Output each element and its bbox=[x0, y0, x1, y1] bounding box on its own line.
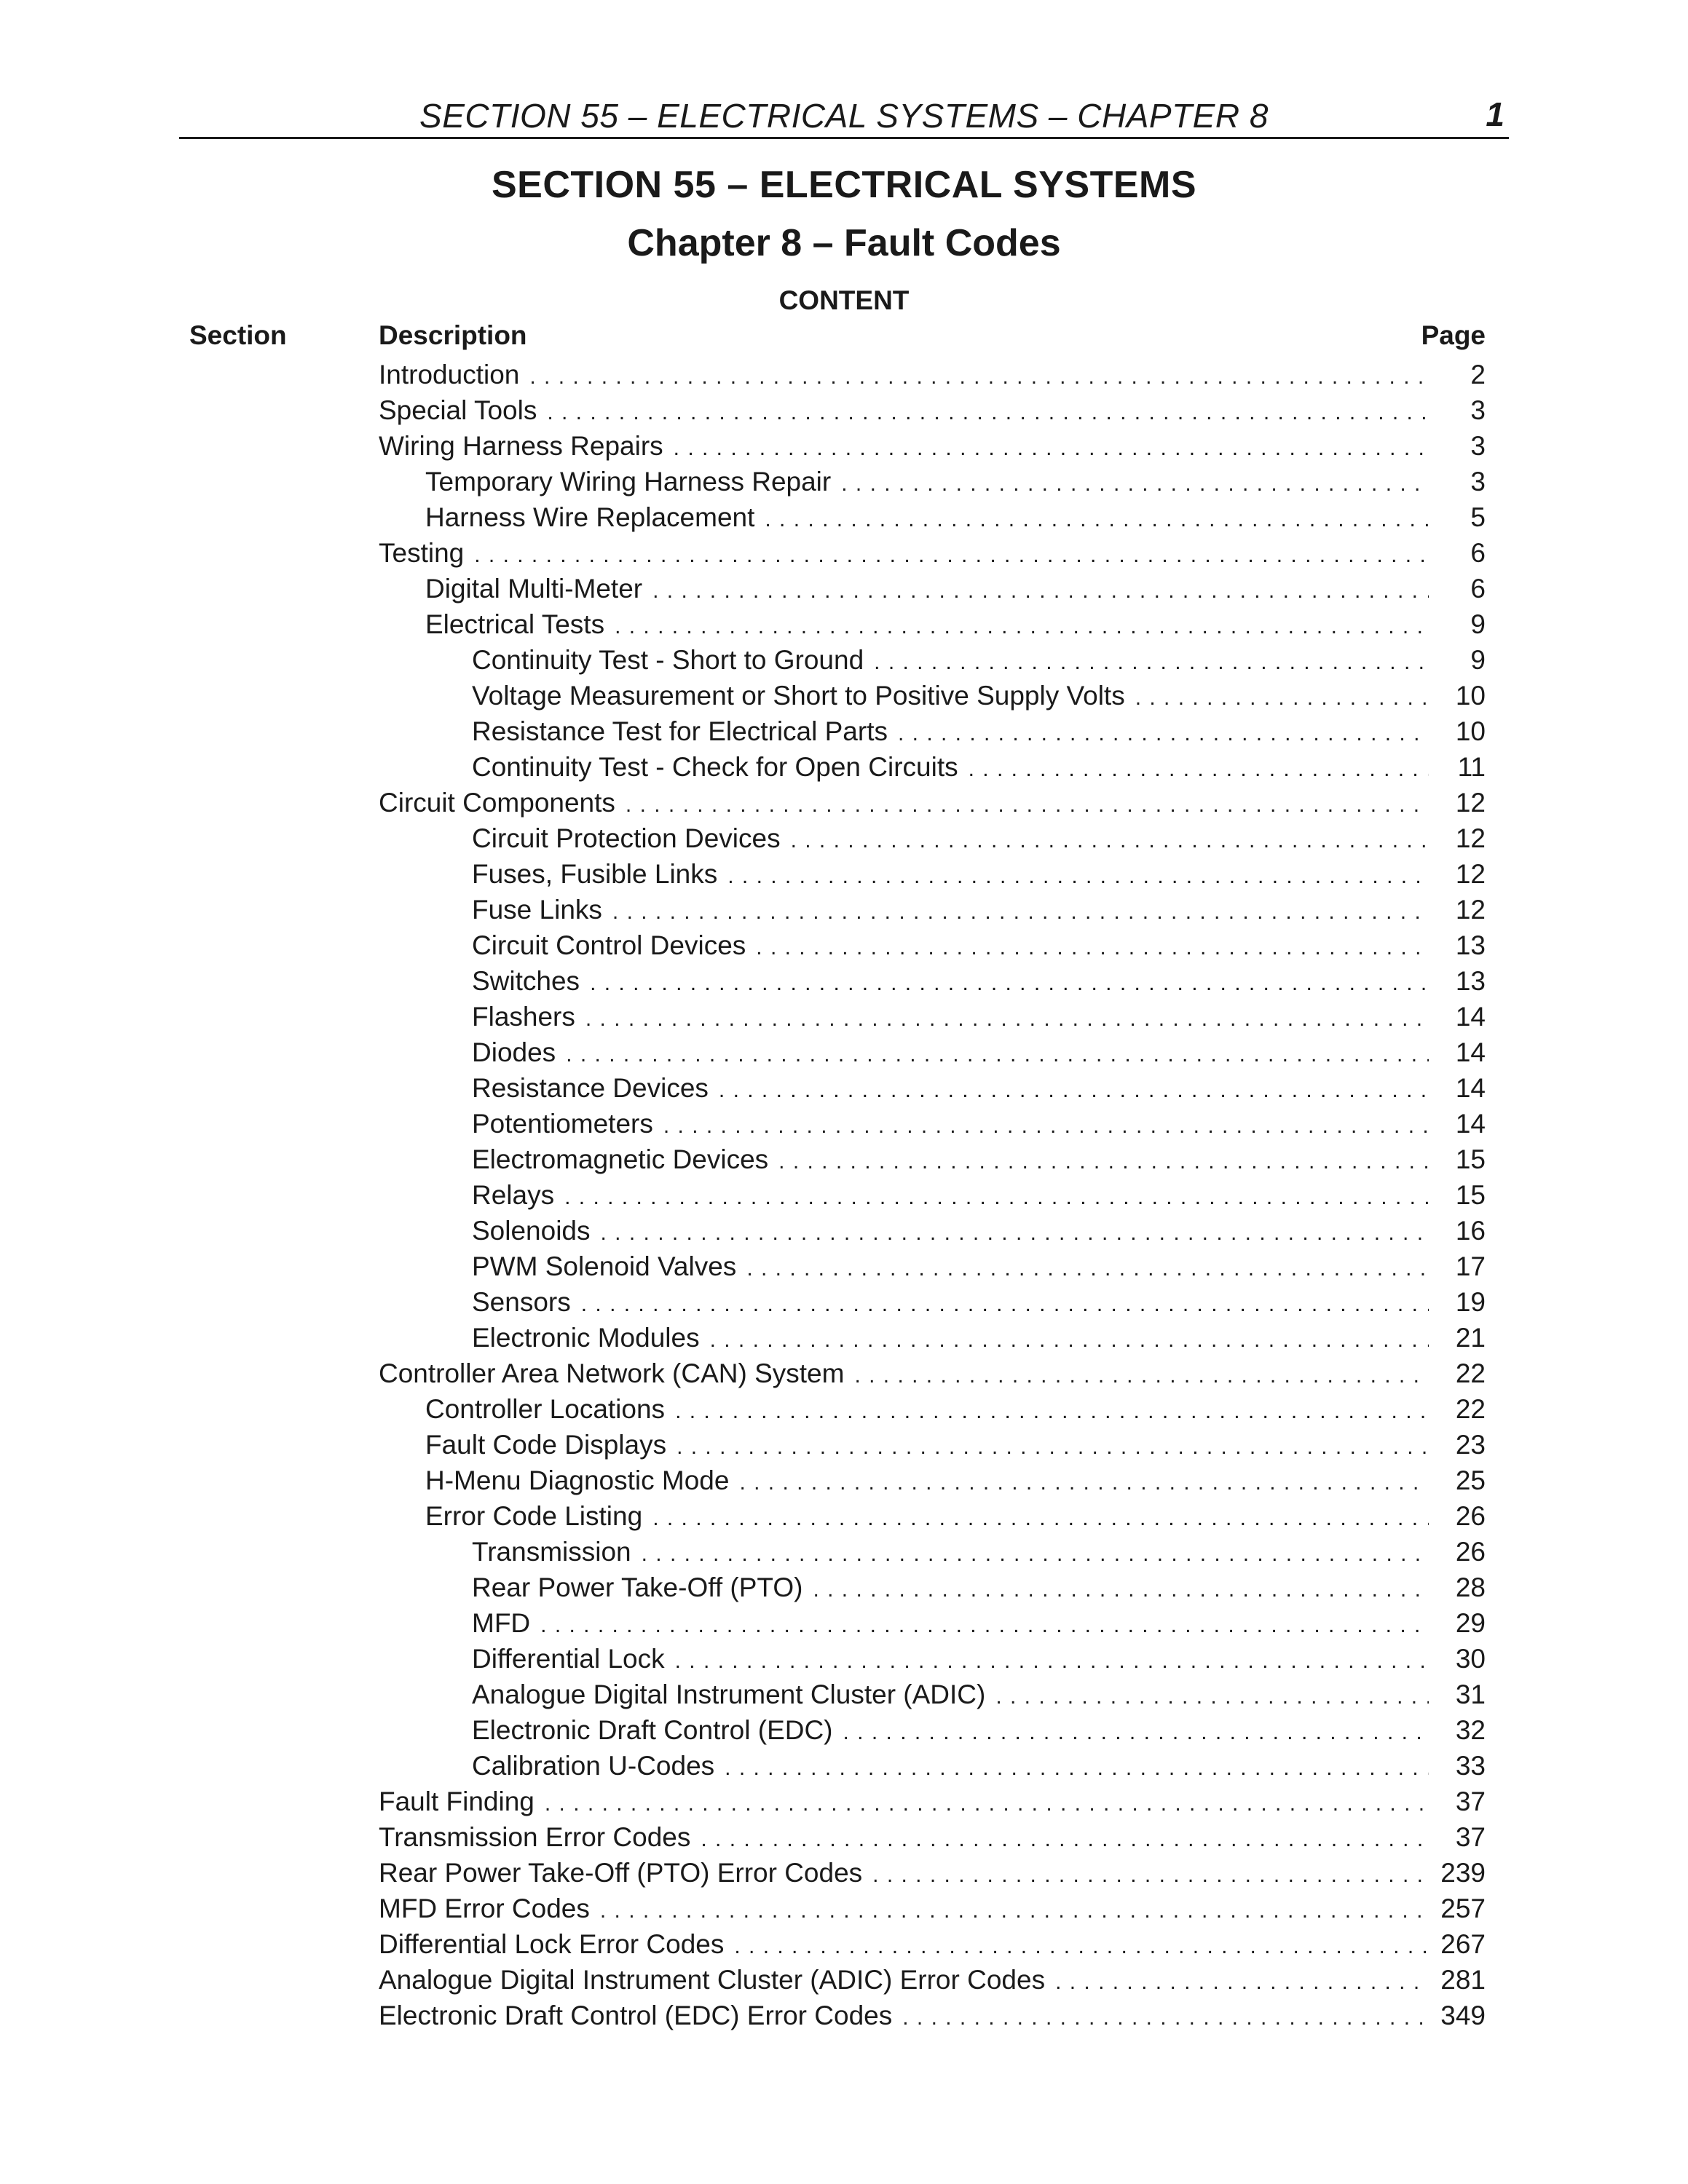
toc-entry-page: 29 bbox=[1455, 1608, 1486, 1638]
dot-leader bbox=[734, 1928, 1429, 1964]
dot-leader bbox=[581, 1286, 1429, 1322]
toc-entry-page: 9 bbox=[1470, 609, 1486, 639]
chapter-title: Chapter 8 – Fault Codes bbox=[627, 222, 1061, 264]
toc-entry[interactable] bbox=[379, 357, 1486, 392]
toc-entry[interactable] bbox=[379, 1926, 1486, 1962]
toc-entry-title: Circuit Components bbox=[379, 788, 615, 818]
toc-entry-title: Continuity Test - Check for Open Circuits bbox=[472, 752, 958, 782]
toc-entry-page: 3 bbox=[1470, 467, 1486, 496]
dot-leader bbox=[701, 1821, 1429, 1857]
dot-leader bbox=[675, 1393, 1429, 1429]
dot-leader bbox=[710, 1322, 1429, 1358]
toc-entry[interactable] bbox=[379, 999, 1486, 1034]
dot-leader bbox=[652, 1500, 1429, 1536]
toc-entry[interactable] bbox=[379, 820, 1486, 856]
toc-entry-page: 12 bbox=[1455, 823, 1486, 853]
toc-entry[interactable] bbox=[379, 1534, 1486, 1570]
toc-entry-title: Transmission bbox=[472, 1537, 631, 1567]
toc-entry[interactable] bbox=[379, 1213, 1486, 1249]
toc-entry[interactable] bbox=[379, 1641, 1486, 1677]
toc-entry-page: 22 bbox=[1455, 1394, 1486, 1424]
dot-leader bbox=[719, 1072, 1429, 1108]
toc-entry[interactable] bbox=[379, 1570, 1486, 1605]
toc-entry-page: 14 bbox=[1455, 1037, 1486, 1067]
running-header bbox=[179, 93, 1509, 139]
toc-entry[interactable] bbox=[379, 606, 1486, 642]
toc-entry-page: 257 bbox=[1440, 1894, 1486, 1923]
toc-entry[interactable] bbox=[379, 1498, 1486, 1534]
dot-leader bbox=[564, 1179, 1429, 1215]
toc-entry-page: 349 bbox=[1440, 2001, 1486, 2030]
dot-leader bbox=[600, 1893, 1429, 1928]
toc-entry-page: 15 bbox=[1455, 1144, 1486, 1174]
toc-entry-page: 9 bbox=[1470, 645, 1486, 675]
toc-entry[interactable] bbox=[379, 428, 1486, 464]
toc-entry[interactable] bbox=[379, 1177, 1486, 1213]
toc-entry-title: Electronic Modules bbox=[472, 1323, 700, 1353]
toc-entry-page: 3 bbox=[1470, 395, 1486, 425]
toc-entry-title: Sensors bbox=[472, 1287, 571, 1317]
toc-entry-page: 281 bbox=[1440, 1965, 1486, 1995]
table-of-contents bbox=[379, 357, 1486, 2033]
toc-entry-page: 14 bbox=[1455, 1109, 1486, 1139]
toc-entry-page: 22 bbox=[1455, 1358, 1486, 1388]
toc-entry-title: Differential Lock Error Codes bbox=[379, 1929, 725, 1959]
toc-entry[interactable] bbox=[379, 713, 1486, 749]
column-header-description: Description bbox=[379, 320, 527, 350]
toc-entry-title: Switches bbox=[472, 966, 580, 996]
dot-leader bbox=[677, 1429, 1429, 1465]
toc-entry-title: Fault Code Displays bbox=[425, 1430, 667, 1460]
toc-entry-title: Controller Area Network (CAN) System bbox=[379, 1358, 845, 1388]
dot-leader bbox=[995, 1679, 1429, 1714]
toc-entry[interactable] bbox=[379, 1962, 1486, 1998]
toc-entry-page: 37 bbox=[1455, 1787, 1486, 1816]
dot-leader bbox=[529, 359, 1429, 395]
toc-entry[interactable] bbox=[379, 785, 1486, 820]
toc-entry[interactable] bbox=[379, 1677, 1486, 1712]
toc-entry[interactable] bbox=[379, 1998, 1486, 2033]
toc-entry[interactable] bbox=[379, 642, 1486, 678]
toc-entry[interactable] bbox=[379, 749, 1486, 785]
toc-entry[interactable] bbox=[379, 1249, 1486, 1284]
dot-leader bbox=[843, 1714, 1429, 1750]
toc-entry[interactable] bbox=[379, 892, 1486, 927]
toc-entry-page: 6 bbox=[1470, 538, 1486, 568]
dot-leader bbox=[765, 502, 1429, 537]
toc-entry-page: 21 bbox=[1455, 1323, 1486, 1353]
toc-entry[interactable] bbox=[379, 1070, 1486, 1106]
dot-leader bbox=[727, 858, 1429, 894]
toc-entry-page: 17 bbox=[1455, 1251, 1486, 1281]
toc-entry-title: Analogue Digital Instrument Cluster (ADIC) bbox=[472, 1679, 986, 1709]
toc-entry-title: Circuit Protection Devices bbox=[472, 823, 781, 853]
toc-entry-title: Testing bbox=[379, 538, 465, 568]
toc-entry[interactable] bbox=[379, 1142, 1486, 1177]
toc-entry-page: 13 bbox=[1455, 966, 1486, 996]
toc-entry-page: 31 bbox=[1455, 1679, 1486, 1709]
dot-leader bbox=[756, 930, 1429, 965]
toc-entry-page: 16 bbox=[1455, 1216, 1486, 1246]
toc-entry-page: 10 bbox=[1455, 716, 1486, 746]
toc-entry-page: 26 bbox=[1455, 1501, 1486, 1531]
dot-leader bbox=[746, 1251, 1429, 1286]
dot-leader bbox=[612, 894, 1429, 930]
dot-leader bbox=[1135, 680, 1429, 716]
toc-entry-title: Resistance Test for Electrical Parts bbox=[472, 716, 888, 746]
toc-entry-title: Solenoids bbox=[472, 1216, 591, 1246]
dot-leader bbox=[652, 573, 1429, 609]
dot-leader bbox=[791, 823, 1429, 858]
toc-entry[interactable] bbox=[379, 963, 1486, 999]
toc-entry[interactable] bbox=[379, 1891, 1486, 1926]
dot-leader bbox=[969, 751, 1429, 787]
toc-entry-title: Electronic Draft Control (EDC) Error Codes bbox=[379, 2001, 893, 2030]
toc-entry-title: Electronic Draft Control (EDC) bbox=[472, 1715, 833, 1745]
toc-entry-title: MFD bbox=[472, 1608, 531, 1638]
dot-leader bbox=[813, 1572, 1429, 1607]
toc-entry-page: 25 bbox=[1455, 1465, 1486, 1495]
toc-entry-page: 26 bbox=[1455, 1537, 1486, 1567]
toc-entry-title: Continuity Test - Short to Ground bbox=[472, 645, 864, 675]
toc-entry-title: Fuses, Fusible Links bbox=[472, 859, 718, 889]
toc-entry-title: Transmission Error Codes bbox=[379, 1822, 691, 1852]
toc-entry-title: Rear Power Take-Off (PTO) Error Codes bbox=[379, 1858, 863, 1888]
toc-entry[interactable] bbox=[379, 499, 1486, 535]
toc-entry-page: 12 bbox=[1455, 859, 1486, 889]
toc-entry-title: Circuit Control Devices bbox=[472, 930, 746, 960]
toc-entry-title: Calibration U-Codes bbox=[472, 1751, 715, 1781]
toc-entry-title: Temporary Wiring Harness Repair bbox=[425, 467, 832, 496]
toc-entry-page: 11 bbox=[1457, 752, 1486, 782]
dot-leader bbox=[872, 1857, 1429, 1893]
toc-entry[interactable] bbox=[379, 1320, 1486, 1356]
toc-entry-title: Rear Power Take-Off (PTO) bbox=[472, 1572, 803, 1602]
toc-entry-page: 267 bbox=[1440, 1929, 1486, 1959]
toc-entry-page: 12 bbox=[1455, 895, 1486, 925]
toc-entry-title: Electromagnetic Devices bbox=[472, 1144, 769, 1174]
dot-leader bbox=[778, 1144, 1429, 1179]
dot-leader bbox=[545, 1786, 1429, 1821]
dot-leader bbox=[841, 466, 1429, 502]
toc-entry-page: 28 bbox=[1455, 1572, 1486, 1602]
dot-leader bbox=[601, 1215, 1429, 1251]
dot-leader bbox=[898, 716, 1429, 751]
toc-entry[interactable] bbox=[379, 392, 1486, 428]
toc-entry-page: 2 bbox=[1470, 360, 1486, 389]
dot-leader bbox=[566, 1037, 1429, 1072]
toc-entry[interactable] bbox=[379, 1284, 1486, 1320]
toc-entry-page: 32 bbox=[1455, 1715, 1486, 1745]
toc-entry-title: Potentiometers bbox=[472, 1109, 653, 1139]
toc-entry-page: 12 bbox=[1455, 788, 1486, 818]
toc-entry-page: 5 bbox=[1470, 502, 1486, 532]
toc-entry[interactable] bbox=[379, 1819, 1486, 1855]
content-label: CONTENT bbox=[778, 285, 910, 315]
dot-leader bbox=[675, 1643, 1429, 1679]
dot-leader bbox=[874, 644, 1429, 680]
toc-entry-page: 14 bbox=[1455, 1073, 1486, 1103]
toc-entry-title: MFD Error Codes bbox=[379, 1894, 590, 1923]
toc-entry[interactable] bbox=[379, 1748, 1486, 1784]
toc-entry-page: 30 bbox=[1455, 1644, 1486, 1674]
dot-leader bbox=[547, 395, 1429, 430]
toc-entry-title: Special Tools bbox=[379, 395, 537, 425]
toc-entry-title: Fault Finding bbox=[379, 1787, 535, 1816]
toc-entry-page: 10 bbox=[1455, 681, 1486, 711]
dot-leader bbox=[540, 1607, 1429, 1643]
toc-entry-title: Wiring Harness Repairs bbox=[379, 431, 663, 461]
toc-entry-title: Resistance Devices bbox=[472, 1073, 709, 1103]
toc-entry[interactable] bbox=[379, 1034, 1486, 1070]
toc-entry[interactable] bbox=[379, 1855, 1486, 1891]
toc-entry-page: 6 bbox=[1470, 574, 1486, 604]
running-title: SECTION 55 – ELECTRICAL SYSTEMS – CHAPTER 8 bbox=[419, 97, 1269, 135]
dot-leader bbox=[585, 1001, 1429, 1037]
column-header-page: Page bbox=[1421, 320, 1486, 350]
toc-entry-title: Digital Multi-Meter bbox=[425, 574, 643, 604]
toc-entry[interactable] bbox=[379, 927, 1486, 963]
dot-leader bbox=[626, 787, 1429, 823]
toc-entry-title: Analogue Digital Instrument Cluster (ADIC) Error Codes bbox=[379, 1965, 1046, 1995]
dot-leader bbox=[615, 609, 1429, 644]
toc-entry[interactable] bbox=[379, 535, 1486, 571]
toc-entry-title: PWM Solenoid Valves bbox=[472, 1251, 737, 1281]
dot-leader bbox=[590, 965, 1429, 1001]
toc-entry[interactable] bbox=[379, 1712, 1486, 1748]
toc-entry[interactable] bbox=[379, 856, 1486, 892]
dot-leader bbox=[1055, 1964, 1429, 2000]
toc-entry-page: 33 bbox=[1455, 1751, 1486, 1781]
toc-entry-page: 239 bbox=[1440, 1858, 1486, 1888]
toc-entry-title: Relays bbox=[472, 1180, 555, 1210]
toc-entry-page: 23 bbox=[1455, 1430, 1486, 1460]
dot-leader bbox=[902, 2000, 1429, 2035]
toc-entry[interactable] bbox=[379, 1106, 1486, 1142]
toc-entry-page: 37 bbox=[1455, 1822, 1486, 1852]
toc-entry-title: Fuse Links bbox=[472, 895, 602, 925]
toc-entry[interactable] bbox=[379, 1463, 1486, 1498]
toc-entry-title: Differential Lock bbox=[472, 1644, 665, 1674]
dot-leader bbox=[474, 537, 1429, 573]
toc-entry-title: Diodes bbox=[472, 1037, 556, 1067]
toc-entry-title: Error Code Listing bbox=[425, 1501, 643, 1531]
toc-entry[interactable] bbox=[379, 1427, 1486, 1463]
toc-entry[interactable] bbox=[379, 1356, 1486, 1391]
toc-entry[interactable] bbox=[379, 678, 1486, 713]
toc-entry-page: 15 bbox=[1455, 1180, 1486, 1210]
toc-entry-title: Electrical Tests bbox=[425, 609, 605, 639]
dot-leader bbox=[854, 1358, 1429, 1393]
toc-entry-page: 14 bbox=[1455, 1002, 1486, 1032]
toc-entry-page: 3 bbox=[1470, 431, 1486, 461]
dot-leader bbox=[674, 430, 1429, 466]
column-header-section: Section bbox=[189, 320, 287, 350]
toc-entry-page: 13 bbox=[1455, 930, 1486, 960]
toc-entry-title: H-Menu Diagnostic Mode bbox=[425, 1465, 730, 1495]
section-title: SECTION 55 – ELECTRICAL SYSTEMS bbox=[491, 164, 1197, 206]
dot-leader bbox=[642, 1536, 1429, 1572]
toc-entry-title: Harness Wire Replacement bbox=[425, 502, 755, 532]
dot-leader bbox=[725, 1750, 1429, 1786]
toc-entry[interactable] bbox=[379, 464, 1486, 499]
toc-entry[interactable] bbox=[379, 1784, 1486, 1819]
toc-entry[interactable] bbox=[379, 571, 1486, 606]
dot-leader bbox=[739, 1465, 1429, 1500]
toc-entry-title: Controller Locations bbox=[425, 1394, 666, 1424]
page-number: 1 bbox=[1486, 95, 1504, 133]
toc-entry[interactable] bbox=[379, 1391, 1486, 1427]
toc-entry[interactable] bbox=[379, 1605, 1486, 1641]
dot-leader bbox=[663, 1108, 1429, 1144]
toc-entry-page: 19 bbox=[1455, 1287, 1486, 1317]
toc-entry-title: Voltage Measurement or Short to Positive Supply Volts bbox=[472, 681, 1125, 711]
toc-entry-title: Flashers bbox=[472, 1002, 575, 1032]
toc-entry-title: Introduction bbox=[379, 360, 520, 389]
